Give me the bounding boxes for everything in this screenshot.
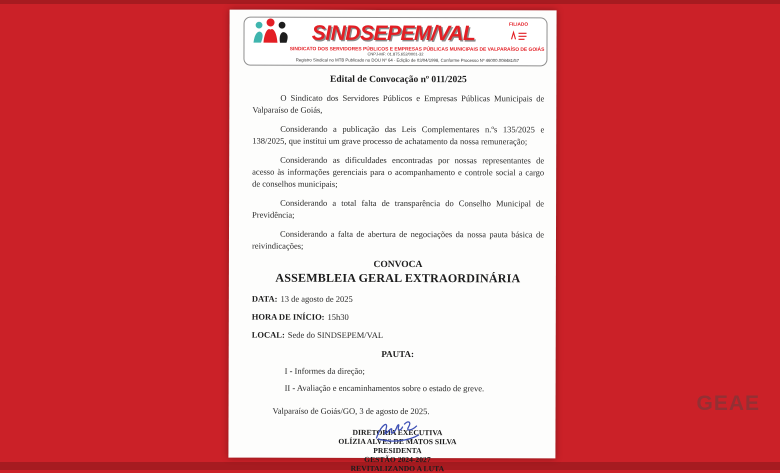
- pauta-item-2: II - Avaliação e encaminhamentos sobre o estado de greve.: [284, 382, 485, 394]
- watermark-text: GEAE: [696, 392, 760, 415]
- detail-data-label: DATA:: [251, 293, 278, 304]
- paragraph-considerando-3: Considerando a total falta de transparência do Conselho Municipal de Previdência;: [252, 197, 545, 220]
- detail-hora: [252, 312, 544, 323]
- detail-local-label: LOCAL:: [251, 329, 285, 340]
- detail-local-value: Sede do SINDSEPEM/VAL: [287, 329, 384, 340]
- org-name: SINDSEPEM/VAL: [311, 21, 476, 46]
- three-people-icon: [250, 17, 290, 49]
- signature-area: [251, 418, 543, 473]
- handwritten-signature: [370, 418, 424, 444]
- pauta-item-1: I - Informes da direção;: [284, 365, 365, 376]
- photo-edge-top: [0, 0, 780, 4]
- detail-hora-value: 15h30: [327, 311, 349, 322]
- document-body: [228, 75, 556, 473]
- letterhead-row: [244, 20, 546, 48]
- registry-line: Registro Sindical no MTB Publicado no DOU Nº 64 - Edição de 03/04/1998, Conforme Processo Nº 46000.008481/57: [295, 58, 520, 64]
- signature-line-1: DIRETORIA EXECUTIVA: [352, 427, 443, 438]
- cnpj-line: CNPJ-MF: 01.875.652/0001-32: [367, 52, 424, 58]
- document-page: [228, 10, 556, 473]
- convoca-heading: CONVOCA: [373, 259, 423, 271]
- date-line: Valparaíso de Goiás/GO, 3 de agosto de 2025.: [272, 405, 430, 417]
- affiliation-label: FILIADO: [509, 22, 529, 28]
- signature-line-4: GESTÃO 2024-2027: [364, 454, 431, 465]
- paragraph-considerando-2: Considerando as dificuldades encontradas por nossas representantes de acesso às informações gerenciais para o acompanhamento e controle social a cargo de conselhos municipais;: [252, 154, 545, 189]
- detail-hora-label: HORA DE INÍCIO:: [251, 311, 325, 322]
- detail-local: [252, 330, 544, 341]
- document-title: Edital de Convocação nº 011/2025: [330, 74, 467, 86]
- paragraph-considerando-4: Considerando a falta de abertura de negociações da nossa pauta básica de reivindicações;: [251, 228, 545, 251]
- detail-data: [252, 294, 544, 305]
- affiliation-block: [496, 22, 540, 45]
- detail-data-value: 13 de agosto de 2025: [280, 293, 353, 304]
- paragraph-intro: O Sindicato dos Servidores Públicos e Empresas Públicas Municipais de Valparaíso de Goiás,: [252, 92, 545, 115]
- affiliation-emblem-icon: [507, 28, 529, 45]
- signature-line-2: OLÍZIA ALVES DE MATOS SILVA: [338, 436, 457, 447]
- signature-line-3: PRESIDENTA: [373, 445, 422, 456]
- pauta-heading: PAUTA:: [381, 348, 415, 360]
- assembly-heading: ASSEMBLEIA GERAL EXTRAORDINÁRIA: [275, 270, 521, 286]
- paragraph-considerando-1: Considerando a publicação das Leis Complementares n.ºs 135/2025 e 138/2025, que institui um grave processo de achatamento da nossa remuneração;: [252, 123, 545, 147]
- letterhead: [243, 17, 547, 67]
- org-subtitle: SINDICATO DOS SERVIDORES PÚBLICOS E EMPRESAS PÚBLICAS MUNICIPAIS DE VALPARAÍSO DE GOIÁS: [289, 46, 545, 53]
- signature-line-5: REVITALIZANDO A LUTA: [350, 463, 445, 473]
